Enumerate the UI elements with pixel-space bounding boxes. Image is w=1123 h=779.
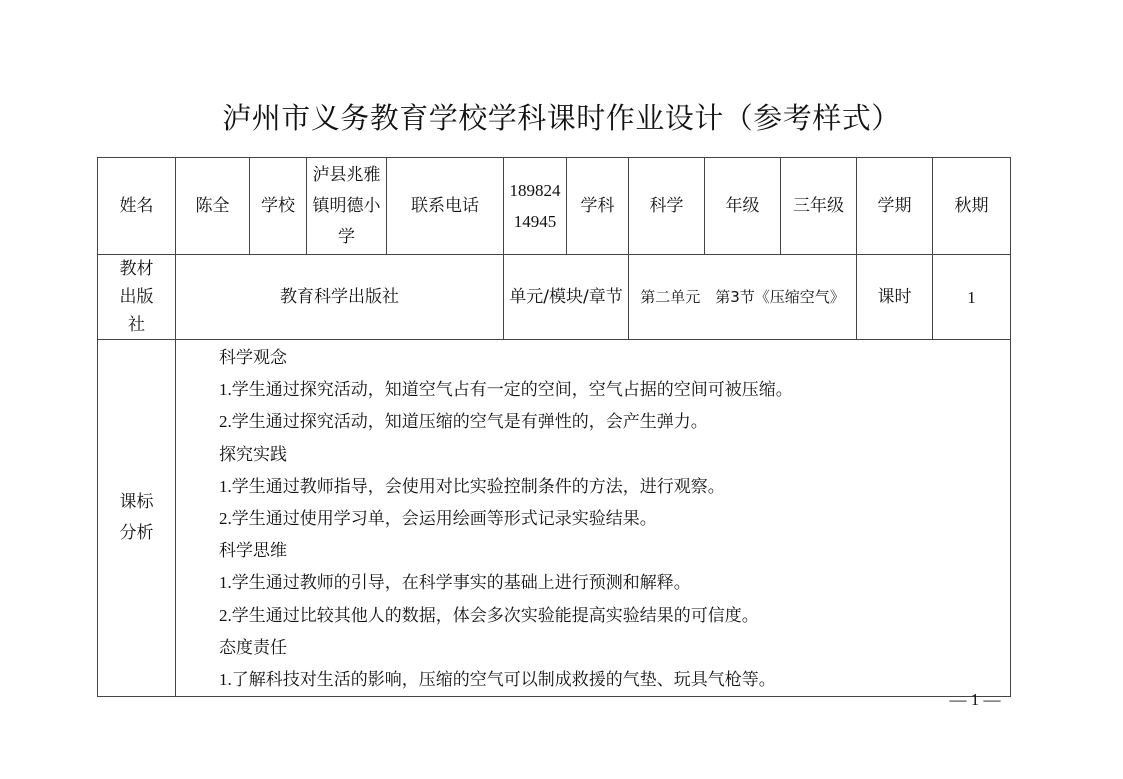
- analysis-line: 2.学生通过探究活动，知道压缩的空气是有弹性的，会产生弹力。: [219, 412, 708, 433]
- school-value: 泸县兆雅镇明德小学: [307, 158, 387, 255]
- analysis-line: 1.学生通过探究活动，知道空气占有一定的空间，空气占据的空间可被压缩。: [219, 380, 793, 401]
- publisher-value: 教育科学出版社: [176, 255, 504, 340]
- subject-label: 学科: [567, 158, 629, 255]
- grade-value: 三年级: [781, 158, 857, 255]
- analysis-line: 探究实践: [219, 444, 287, 465]
- analysis-line: 科学观念: [219, 348, 287, 368]
- subject-value: 科学: [629, 158, 705, 255]
- phone-label: 联系电话: [387, 158, 504, 255]
- unit-label: 单元/模块/章节: [504, 255, 629, 340]
- term-label: 学期: [857, 158, 933, 255]
- analysis-label: 课标分析: [98, 340, 176, 697]
- grade-label: 年级: [705, 158, 781, 255]
- analysis-content: [176, 340, 1011, 697]
- analysis-line: 态度责任: [219, 637, 287, 658]
- period-label: 课时: [857, 255, 933, 340]
- name-value: 陈全: [176, 158, 250, 255]
- publisher-label: 教材出版社: [98, 255, 176, 340]
- analysis-line: 1.了解科技对生活的影响，压缩的空气可以制成救援的气垫、玩具气枪等。: [219, 670, 776, 691]
- publisher-row: [98, 255, 1011, 340]
- page-title: 泸州市义务教育学校学科课时作业设计（参考样式）: [222, 101, 901, 135]
- phone-value: 18982414945: [504, 158, 567, 255]
- analysis-line: 科学思维: [219, 541, 287, 562]
- term-value: 秋期: [933, 158, 1011, 255]
- school-label: 学校: [250, 158, 307, 255]
- analysis-line: 2.学生通过使用学习单，会运用绘画等形式记录实验结果。: [219, 509, 657, 530]
- analysis-row: [98, 340, 1011, 697]
- page-number: — 1 —: [949, 690, 1001, 709]
- analysis-line: 2.学生通过比较其他人的数据，体会多次实验能提高实验结果的可信度。: [219, 605, 759, 626]
- period-value: 1: [933, 255, 1011, 340]
- analysis-line: 1.学生通过教师指导，会使用对比实验控制条件的方法，进行观察。: [219, 476, 725, 497]
- analysis-line: 1.学生通过教师的引导，在科学事实的基础上进行预测和解释。: [219, 573, 691, 594]
- name-label: 姓名: [98, 158, 176, 255]
- unit-value: 第二单元 第3节《压缩空气》: [629, 255, 857, 340]
- info-row: [98, 158, 1011, 255]
- homework-design-table: [97, 157, 1011, 697]
